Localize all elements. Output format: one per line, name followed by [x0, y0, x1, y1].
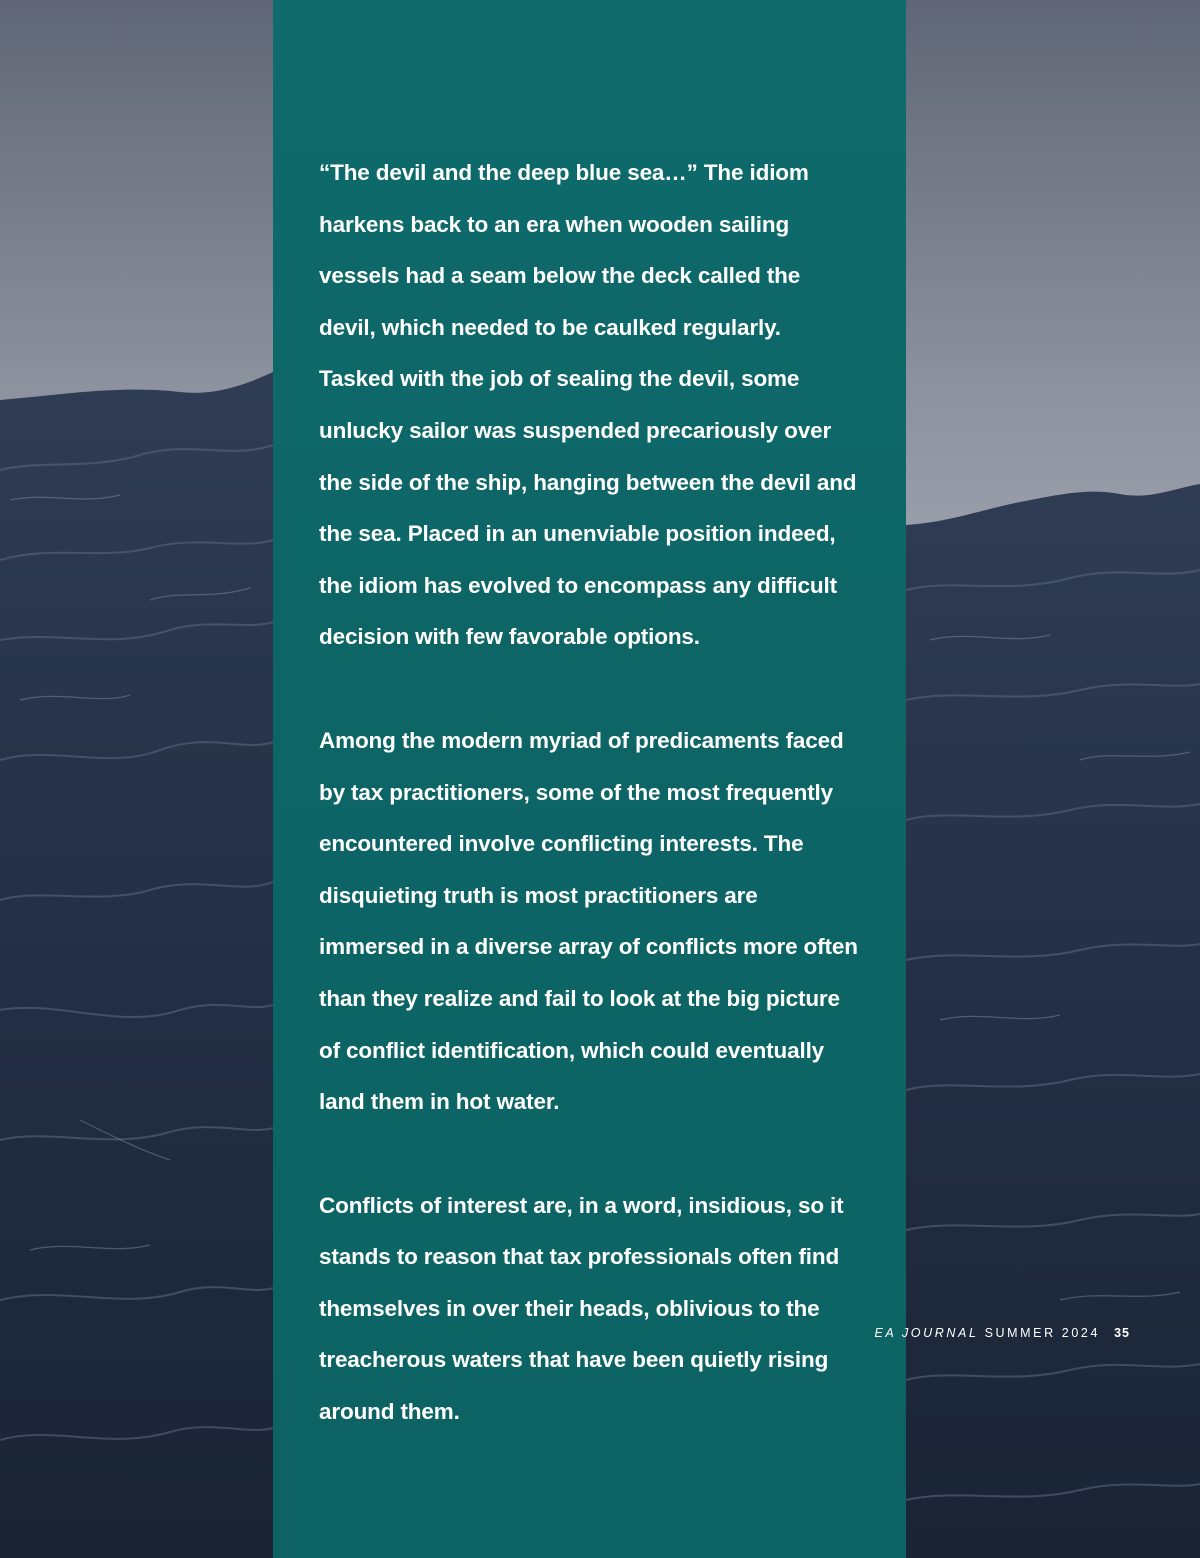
issue-label: SUMMER 2024: [984, 1326, 1101, 1340]
page-footer: [874, 1326, 1130, 1340]
article-paragraph-1: “The devil and the deep blue sea…” The idiom harkens back to an era when wooden sailing vessels had a seam below the deck called the devil, which needed to be caulked regularly. Tasked with the job of sealing the devil, some unlucky sailor was suspended precariously over the side of the ship, hanging between the devil and the sea. Placed in an unenviable position indeed, the idiom has evolved to encompass any difficult decision with few favorable options.: [319, 160, 857, 650]
journal-name: EA JOURNAL: [874, 1326, 979, 1340]
article-text-panel: [273, 0, 906, 1558]
article-paragraph-3: Conflicts of interest are, in a word, insidious, so it stands to reason that tax professionals often find themselves in over their heads, oblivious to the treacherous waters that have been quietly rising around them.: [319, 1192, 844, 1425]
page-number: 35: [1114, 1326, 1130, 1340]
article-paragraph-2: Among the modern myriad of predicaments faced by tax practitioners, some of the most frequently encountered involve conflicting interests. The disquieting truth is most practitioners are immersed in a diverse array of conflicts more often than they realize and fail to look at the big picture of conflict identification, which could eventually land them in hot water.: [319, 727, 858, 1115]
